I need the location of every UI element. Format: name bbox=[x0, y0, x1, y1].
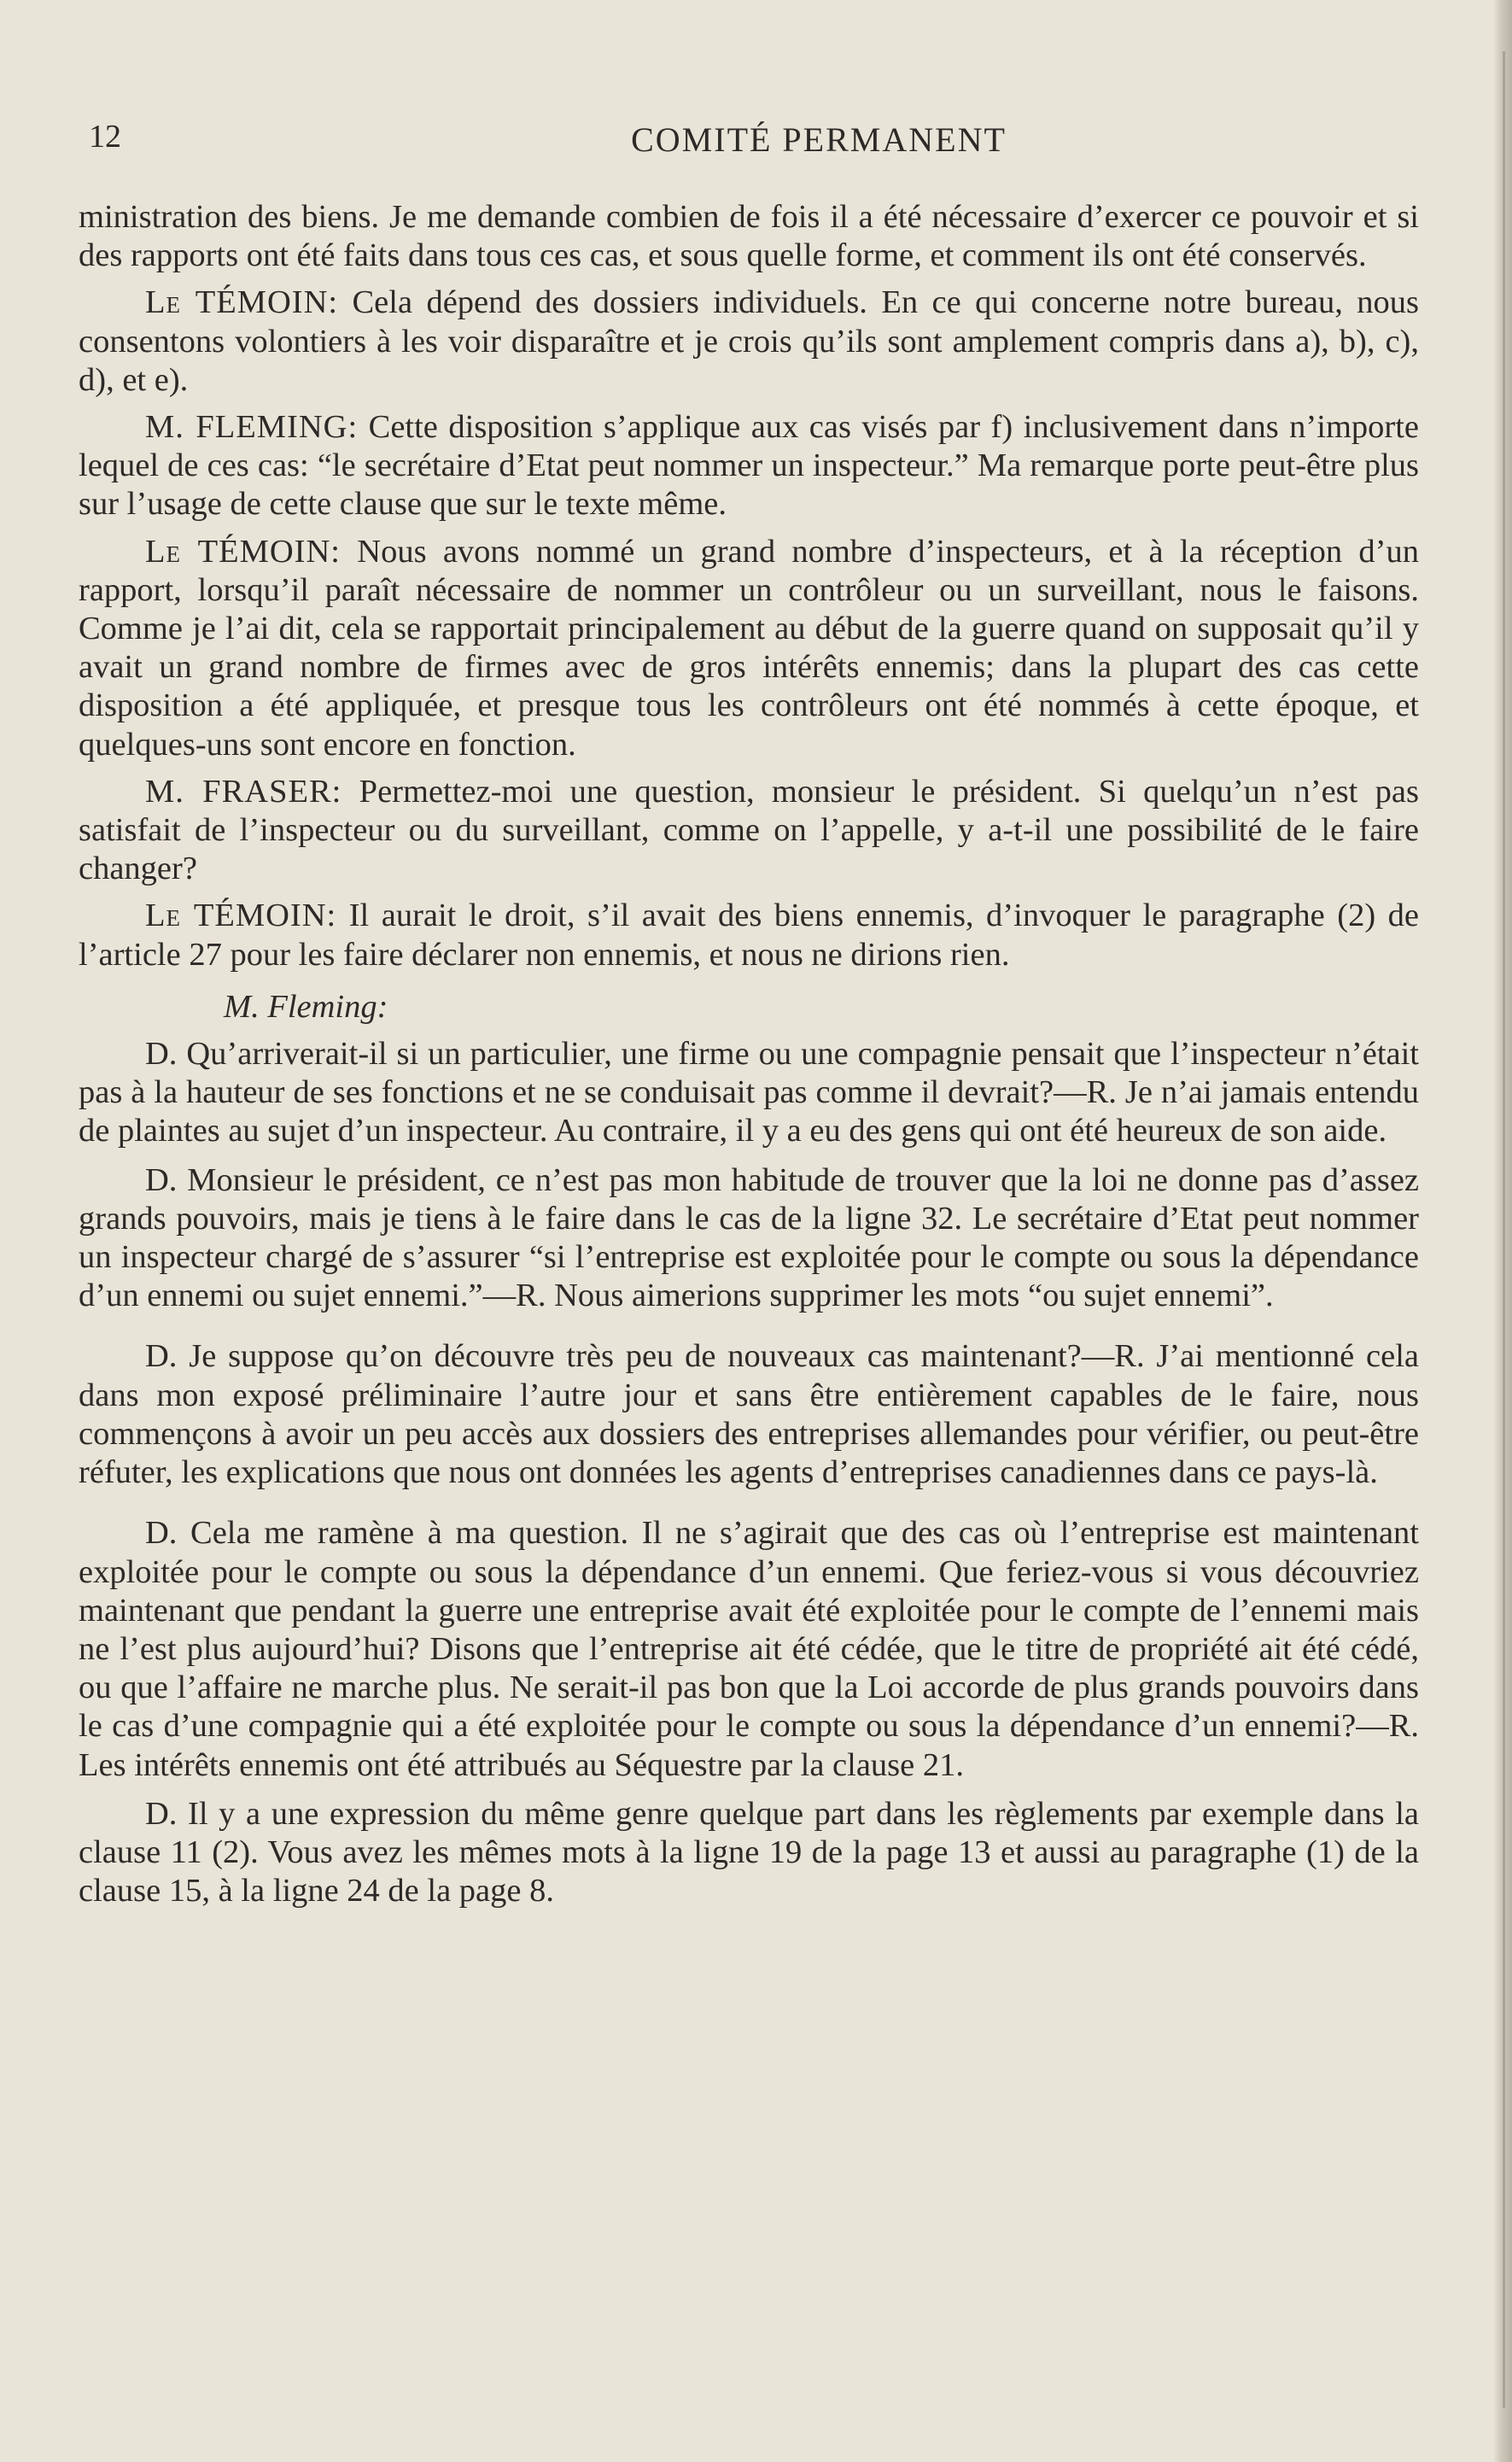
paragraph-continuation bbox=[79, 198, 1419, 275]
speaker-label: Le TÉMOIN: bbox=[145, 533, 341, 570]
paragraph-text: Nous avons nommé un grand nombre d’inspecteurs, et à la réception d’un rapport, lorsqu’il paraît nécessaire de nommer un contrôleur ou un surveillant, nous le faisons. Comme je l’ai dit, cela se rapportait principalement au début de la guerre quand on supposait qu’il y avait un grand nombre de firmes avec de gros intérêts ennemis; dans la plupart des cas cette disposition a été appliquée, et presque tous les contrôleurs ont été nommés à cette époque, et quelques-uns sont encore en fonction. bbox=[79, 533, 1419, 763]
paragraph-text: Il aurait le droit, s’il avait des biens ennemis, d’invoquer le paragraphe (2) de l’article 27 pour les faire déclarer non ennemis, et nous ne dirions rien. bbox=[79, 898, 1419, 973]
page-edge-shadow bbox=[1493, 0, 1512, 2462]
paragraph-text: Permettez-moi une question, monsieur le président. Si quelqu’un n’est pas satisfait de l’inspecteur ou du surveillant, comme on l’appelle, y a-t-il une possibilité de le faire changer? bbox=[79, 773, 1419, 887]
page-binding-line bbox=[1503, 51, 1505, 2408]
running-head bbox=[89, 118, 1421, 161]
spacer bbox=[79, 1502, 1419, 1514]
paragraph-temoin-1 bbox=[79, 284, 1419, 400]
paragraph-text: Cette disposition s’applique aux cas visés par f) inclusivement dans n’importe lequel de ces cas: “le secrétaire d’Etat peut nommer un inspecteur.” Ma remarque porte peut-être plus sur l’usage de cette clause que sur le texte même. bbox=[79, 409, 1419, 523]
page-number: 12 bbox=[89, 119, 121, 155]
text-body bbox=[79, 198, 1419, 1921]
spacer bbox=[79, 1325, 1419, 1337]
paragraph-temoin-3 bbox=[79, 897, 1419, 974]
speaker-label: Le TÉMOIN: bbox=[145, 284, 339, 321]
paragraph-text: ministration des biens. Je me demande combien de fois il a été nécessaire d’exercer ce pouvoir et si des rapports ont été faits dans tous ces cas, et sous quelle forme, et comment ils ont été conservés. bbox=[79, 199, 1419, 274]
qa-paragraph: D. Monsieur le président, ce n’est pas mon habitude de trouver que la loi ne donne pas d’assez grands pouvoirs, mais je tiens à le faire dans le cas de la ligne 32. Le secrétaire d’Etat peut nommer un inspecteur chargé de s’assurer “si l’entreprise est exploitée pour le compte ou sous la dépendance d’un ennemi ou sujet ennemi.”—R. Nous aimerions supprimer les mots “ou sujet ennemi”. bbox=[79, 1161, 1419, 1314]
qa-paragraph: D. Je suppose qu’on découvre très peu de nouveaux cas maintenant?—R. J’ai mentionné cela dans mon exposé préliminaire l’autre jour et sans être entièrement capables de le faire, nous commençons à avoir un peu accès aux dossiers des entreprises allemandes pour vérifier, ou peut-être réfuter, les explications que nous ont données les agents d’entreprises canadiennes dans ce pays-là. bbox=[79, 1338, 1419, 1491]
speaker-label: Le TÉMOIN: bbox=[145, 898, 337, 934]
qa-paragraph: D. Qu’arriverait-il si un particulier, une firme ou une compagnie pensait que l’inspecteur n’était pas à la hauteur de ses fonctions et ne se conduisait pas comme il devrait?—R. Je n’ai jamais entendu de plaintes au sujet d’un inspecteur. Au contraire, il y a eu des gens qui ont été heureux de son aide. bbox=[79, 1036, 1419, 1149]
paragraph-temoin-2 bbox=[79, 533, 1419, 764]
speaker-label: M. FRASER: bbox=[145, 773, 342, 810]
paragraph-text: Cela dépend des dossiers individuels. En ce qui concerne notre bureau, nous consentons volontiers à les voir disparaître et je crois qu’ils sont amplement compris dans a), b), c), d), et e). bbox=[79, 284, 1419, 398]
qa-paragraph: D. Il y a une expression du même genre quelque part dans les règlements par exemple dans la clause 11 (2). Vous avez les mêmes mots à la ligne 19 de la page 13 et aussi au paragraphe (1) de la clause 15, à la ligne 24 de la page 8. bbox=[79, 1795, 1419, 1909]
qa-paragraph: D. Cela me ramène à ma question. Il ne s’agirait que des cas où l’entreprise est maintenant exploitée pour le compte ou sous la dépendance d’un ennemi. Que feriez-vous si vous découvriez maintenant que pendant la guerre une entreprise avait été exploitée pour le compte de l’ennemi mais ne l’est plus aujourd’hui? Disons que l’entreprise ait été cédée, que le titre de propriété ait été cédé, ou que l’affaire ne marche plus. Ne serait-il pas bon que la Loi accorde de plus grands pouvoirs dans le cas d’une compagnie qui a été exploitée pour le compte ou sous la dépendance d’un ennemi?—R. Les intérêts ennemis ont été attribués au Séquestre par la clause 21. bbox=[79, 1515, 1419, 1783]
paragraph-fleming bbox=[79, 408, 1419, 524]
speaker-label: M. FLEMING: bbox=[145, 409, 359, 446]
paragraph-fraser bbox=[79, 773, 1419, 889]
section-speaker-heading: M. Fleming: bbox=[224, 988, 388, 1025]
running-title: COMITÉ PERMANENT bbox=[631, 120, 1007, 159]
